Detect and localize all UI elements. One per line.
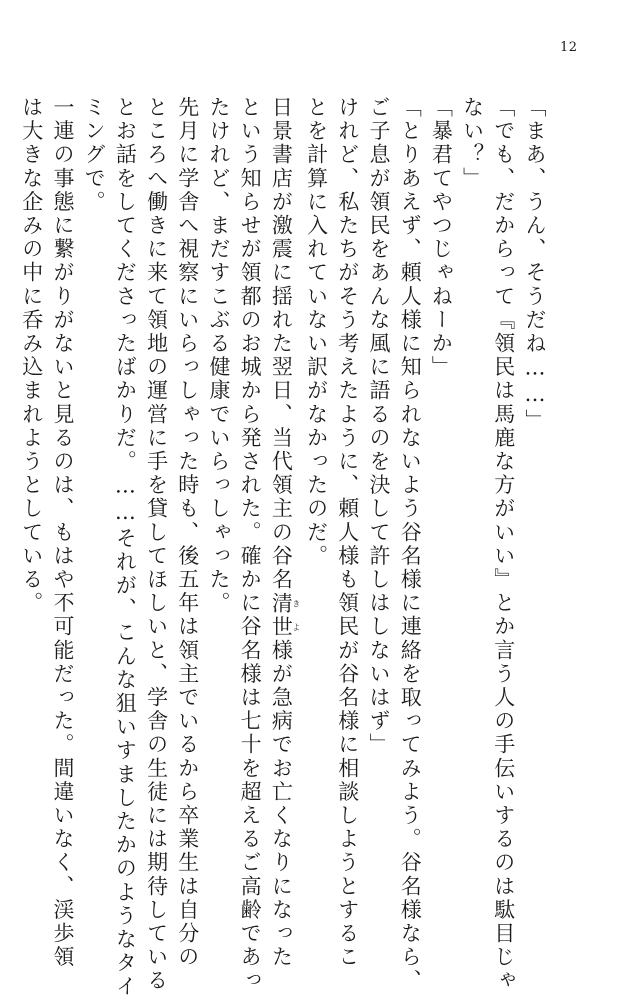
ruby-name: 清世きよ: [269, 591, 301, 639]
text-line: けれど、私たちがそう考えたように、頼人様も領民が谷名様に相談しようとするこ: [335, 96, 360, 970]
text-line: 先月に学舎へ視察にいらっしゃった時も、後五年は領主でいるから卒業生は自分の: [175, 96, 200, 970]
text-line: 「まあ、うん、そうだね……」: [523, 96, 547, 433]
novel-body-text: [19, 96, 550, 999]
text-line: 「でも、だからって『領民は馬鹿な方がいい』とか言う人の手伝いするのは駄目じゃ: [491, 96, 516, 993]
text-line: 一連の事態に繋がりがないと見るのは、もはや不可能だった。間違いなく、渓歩領: [50, 96, 75, 970]
text-line: 「暴君てやつじゃねーか」: [429, 96, 454, 380]
text-line: とお話をしてくださったばかりだ。……それが、こんな狙いすましたかのようなタイ: [113, 96, 138, 999]
ruby-reading: きよ: [291, 591, 301, 639]
text-line: たけれど、まだすこぶる健康でいらっしゃった。: [206, 96, 231, 616]
text-line: ところへ働きに来て領地の運営に手を貸してほしいと、学舎の生徒には期待している: [144, 96, 169, 993]
text-line: ご子息が領民をあんな風に語るのを決して許しはしないはず」: [366, 96, 391, 757]
text-line: ミングで。: [82, 96, 107, 214]
text-line: とを計算に入れていない訳がなかったのだ。: [304, 96, 329, 568]
text-line: 「とりあえず、頼人様に知られないよう谷名様に連絡を取ってみよう。谷名様なら、: [398, 96, 423, 993]
page-number: 12: [560, 40, 578, 55]
text-line: ない？」: [460, 96, 485, 191]
text-line: という知らせが領都のお城から発された。確かに谷名様は七十を超えるご高齢であっ: [238, 96, 263, 993]
text-line: は大きな企みの中に呑み込まれようとしている。: [19, 96, 44, 616]
text-line-with-ruby: 日景書店が激震に揺れた翌日、当代領主の谷名清世きよ様が急病でお亡くなりになった: [269, 96, 301, 970]
